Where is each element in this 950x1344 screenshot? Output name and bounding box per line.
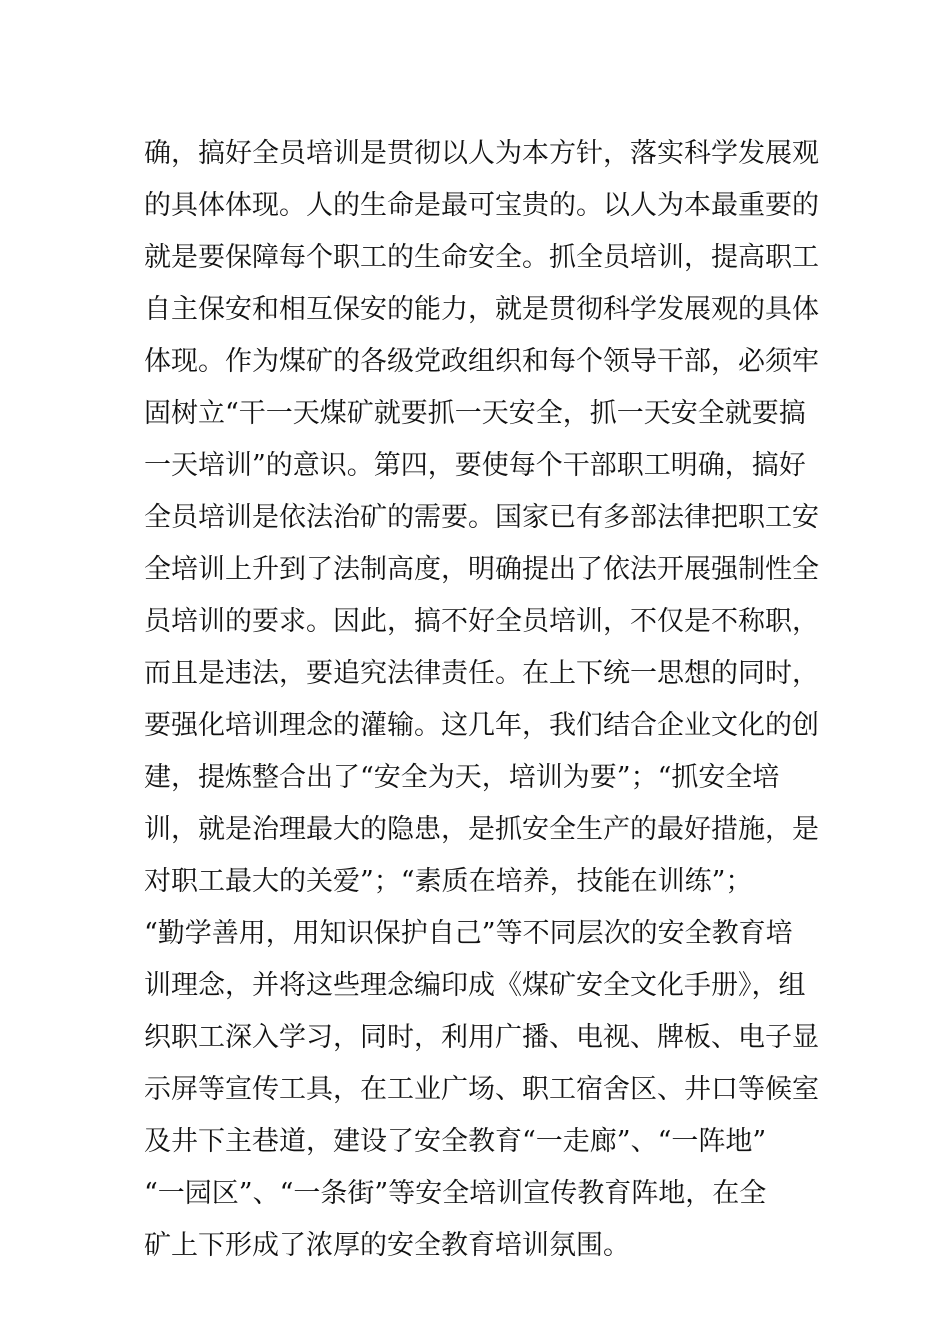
text-line: “一园区”、“一条街”等安全培训宣传教育阵地，在全 <box>144 1178 767 1209</box>
text-line: 建，提炼整合出了“安全为天，培训为要”；“抓安全培 <box>144 762 780 793</box>
text-line: 对职工最大的关爱”；“素质在培养，技能在训练”； <box>144 866 753 897</box>
text-line: 矿上下形成了浓厚的安全教育培训氛围。 <box>144 1230 630 1261</box>
text-line: 示屏等宣传工具，在工业广场、职工宿舍区、井口等候室 <box>144 1074 819 1105</box>
text-line: 全员培训是依法治矿的需要。国家已有多部法律把职工安 <box>144 502 819 533</box>
text-line: 一天培训”的意识。第四，要使每个干部职工明确，搞好 <box>144 450 806 481</box>
text-line: 固树立“干一天煤矿就要抓一天安全，抓一天安全就要搞 <box>144 398 806 429</box>
text-line: 训理念，并将这些理念编印成《煤矿安全文化手册》，组 <box>144 970 806 1001</box>
text-line: “勤学善用，用知识保护自己”等不同层次的安全教育培 <box>144 918 793 949</box>
text-line: 的具体体现。人的生命是最可宝贵的。以人为本最重要的 <box>144 190 819 221</box>
body-text <box>144 128 824 1272</box>
text-line: 自主保安和相互保安的能力，就是贯彻科学发展观的具体 <box>144 294 819 325</box>
text-line: 就是要保障每个职工的生命安全。抓全员培训，提高职工 <box>144 242 819 273</box>
text-line: 训，就是治理最大的隐患，是抓安全生产的最好措施，是 <box>144 814 819 845</box>
text-line: 要强化培训理念的灌输。这几年，我们结合企业文化的创 <box>144 710 819 741</box>
text-line: 全培训上升到了法制高度，明确提出了依法开展强制性全 <box>144 554 819 585</box>
text-line: 确，搞好全员培训是贯彻以人为本方针，落实科学发展观 <box>144 138 819 169</box>
text-line: 而且是违法，要追究法律责任。在上下统一思想的同时， <box>144 658 819 689</box>
text-line: 织职工深入学习，同时，利用广播、电视、牌板、电子显 <box>144 1022 819 1053</box>
text-line: 及井下主巷道，建设了安全教育“一走廊”、“一阵地” <box>144 1126 767 1157</box>
text-line: 体现。作为煤矿的各级党政组织和每个领导干部，必须牢 <box>144 346 819 377</box>
text-line: 员培训的要求。因此，搞不好全员培训，不仅是不称职， <box>144 606 819 637</box>
